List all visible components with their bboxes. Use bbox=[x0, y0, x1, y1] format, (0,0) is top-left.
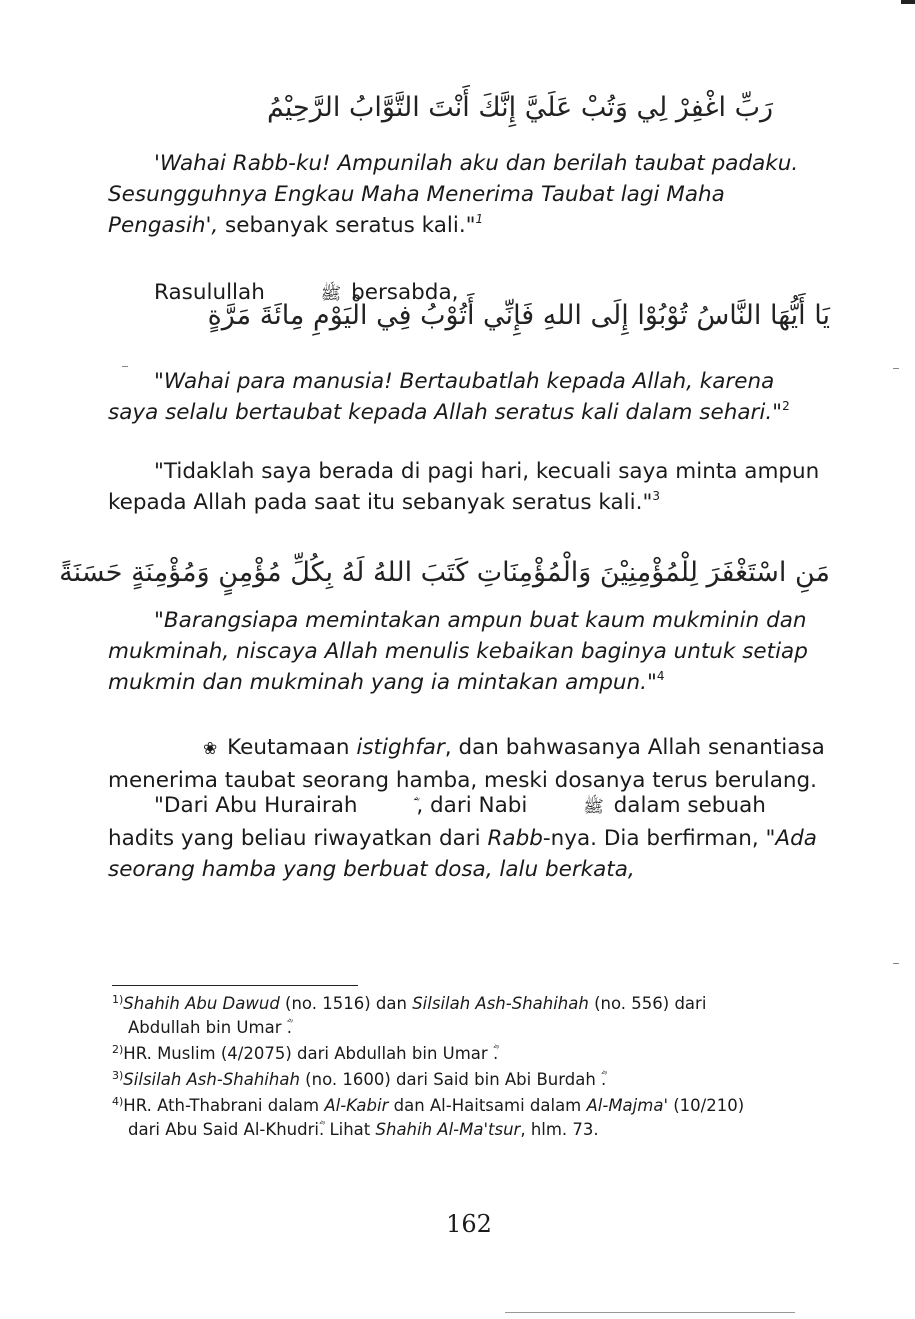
footnote-2 bbox=[112, 1042, 832, 1066]
footnote-text: (no. 556) dari bbox=[588, 994, 707, 1013]
footnote-number: 3) bbox=[112, 1069, 124, 1082]
hadith-4-translation bbox=[108, 605, 828, 698]
section-heading bbox=[108, 732, 828, 796]
intro-bersabda: bersabda, bbox=[351, 280, 459, 305]
footnote-end: . bbox=[601, 1070, 607, 1089]
footnotes-list bbox=[112, 992, 832, 1144]
footnote-source: Shahih Al-Ma'tsur bbox=[375, 1120, 521, 1139]
hadith-5-p1: "Dari Abu Hurairah bbox=[154, 793, 358, 818]
corner-mark bbox=[901, 0, 915, 4]
salawat-ornament: ﷺ bbox=[320, 284, 342, 304]
hadith-2-translation bbox=[108, 366, 828, 428]
footnote-number: 4) bbox=[112, 1095, 124, 1108]
section-heading-term: istighfar bbox=[356, 735, 445, 760]
scan-mark bbox=[893, 368, 899, 369]
footnote-text: (10/210) bbox=[667, 1096, 745, 1115]
page-number: 162 bbox=[446, 1210, 492, 1238]
arabic-doa-1: رَبِّ اغْفِرْ لِي وَتُبْ عَلَيَّ إِنَّكَ أَنْتَ التَّوَّابُ الرَّحِيْمُ bbox=[266, 92, 774, 123]
footnote-3 bbox=[112, 1068, 832, 1092]
footnote-text: dari Abu Said Al-Khudri bbox=[128, 1120, 319, 1139]
hadith-3-body: "Tidaklah saya berada di pagi hari, kecuali saya minta ampun kepada Allah pada saat itu sebanyak seratus kali." bbox=[108, 459, 820, 515]
footnote-ref-3: 3 bbox=[652, 489, 660, 503]
footnote-ref-4: 4 bbox=[656, 669, 665, 683]
footnote-text: dan Al-Haitsami dalam bbox=[388, 1096, 587, 1115]
footnote-ref-1: 1 bbox=[475, 212, 484, 226]
footnote-number: 2) bbox=[112, 1043, 124, 1056]
footnote-text: HR. Muslim (4/2075) dari Abdullah bin Umar bbox=[123, 1044, 488, 1063]
salawat-ornament-2: ﷺ bbox=[583, 797, 604, 817]
footnote-4 bbox=[112, 1094, 832, 1142]
hadith-5-p4: -nya. Dia berfirman, bbox=[542, 826, 759, 851]
hadith-4-translation-text: "Barangsiapa memintakan ampun buat kaum mukminin dan mukminah, niscaya Allah menulis kebaikan baginya untuk setiap mukmin dan mukminah yang ia mintakan ampun." bbox=[108, 608, 808, 695]
footnote-source: Silsilah Ash-Shahihah bbox=[412, 994, 589, 1013]
arabic-hadith-2: يَا أَيُّهَا النَّاسُ تُوْبُوْا إِلَى اللهِ فَإِنِّي أَتُوْبُ فِي الْيَوْمِ مِائَةَ مَرَّةٍ bbox=[207, 300, 830, 331]
hadith-5-quote: "Ada seorang hamba yang berbuat dosa, lalu berkata, bbox=[108, 826, 817, 882]
footnote-end: . bbox=[286, 1018, 292, 1037]
footnote-source: Al-Kabir bbox=[324, 1096, 389, 1115]
footnote-text: , hlm. 73. bbox=[520, 1120, 599, 1139]
doa-1-after: sebanyak seratus kali." bbox=[225, 213, 476, 238]
doa-1-translation-text: 'Wahai Rabb-ku! Ampunilah aku dan berilah taubat padaku. Sesungguhnya Engkau Maha Menerima Taubat lagi Maha Pengasih', bbox=[108, 151, 799, 238]
footnote-divider bbox=[112, 985, 358, 986]
footnote-source: Al-Majma' bbox=[586, 1096, 668, 1115]
footnote-text: (no. 1516) dan bbox=[279, 994, 413, 1013]
footnote-text: HR. Ath-Thabrani dalam bbox=[123, 1096, 325, 1115]
footnote-source: Silsilah Ash-Shahihah bbox=[123, 1070, 300, 1089]
footnote-source: Shahih Abu Dawud bbox=[123, 994, 280, 1013]
hadith-5-term: Rabb bbox=[487, 826, 543, 851]
scan-mark bbox=[122, 366, 128, 367]
hadith-5-p2: , dari Nabi bbox=[416, 793, 528, 818]
footnote-ref-2: 2 bbox=[782, 399, 790, 413]
arabic-hadith-4: مَنِ اسْتَغْفَرَ لِلْمُؤْمِنِيْنَ وَالْمُؤْمِنَاتِ كَتَبَ اللهُ لَهُ بِكُلِّ مُؤْمِنٍ وَمُؤْمِنَةٍ حَسَنَةً bbox=[59, 557, 830, 588]
footnote-text: (no. 1600) dari Said bin Abi Burdah bbox=[299, 1070, 596, 1089]
hadith-2-translation-text: "Wahai para manusia! Bertaubatlah kepada Allah, karena saya selalu bertaubat kepada Allah seratus kali dalam sehari." bbox=[108, 369, 783, 425]
section-heading-post: , dan bahwasanya Allah senantiasa menerima taubat seorang hamba, meski dosanya terus berulang. bbox=[108, 735, 825, 793]
footnote-text: . Lihat bbox=[318, 1120, 376, 1139]
hadith-5-text bbox=[108, 790, 828, 885]
scan-mark bbox=[893, 963, 899, 964]
doa-1-translation bbox=[108, 148, 828, 241]
footnote-text: Abdullah bin Umar bbox=[128, 1018, 282, 1037]
flower-ornament-icon: ❀ bbox=[203, 739, 218, 759]
hadith-5-p3: dalam sebuah hadits yang beliau riwayatkan dari bbox=[108, 793, 766, 851]
scan-bottom-line bbox=[505, 1312, 795, 1313]
radiyallah-ornament bbox=[367, 792, 413, 823]
footnote-number: 1) bbox=[112, 993, 124, 1006]
section-heading-pre: Keutamaan bbox=[227, 735, 350, 760]
hadith-3-text bbox=[108, 456, 828, 518]
footnote-1 bbox=[112, 992, 832, 1040]
intro-rasulullah: Rasulullah bbox=[154, 280, 265, 305]
footnote-end: . bbox=[492, 1044, 499, 1063]
